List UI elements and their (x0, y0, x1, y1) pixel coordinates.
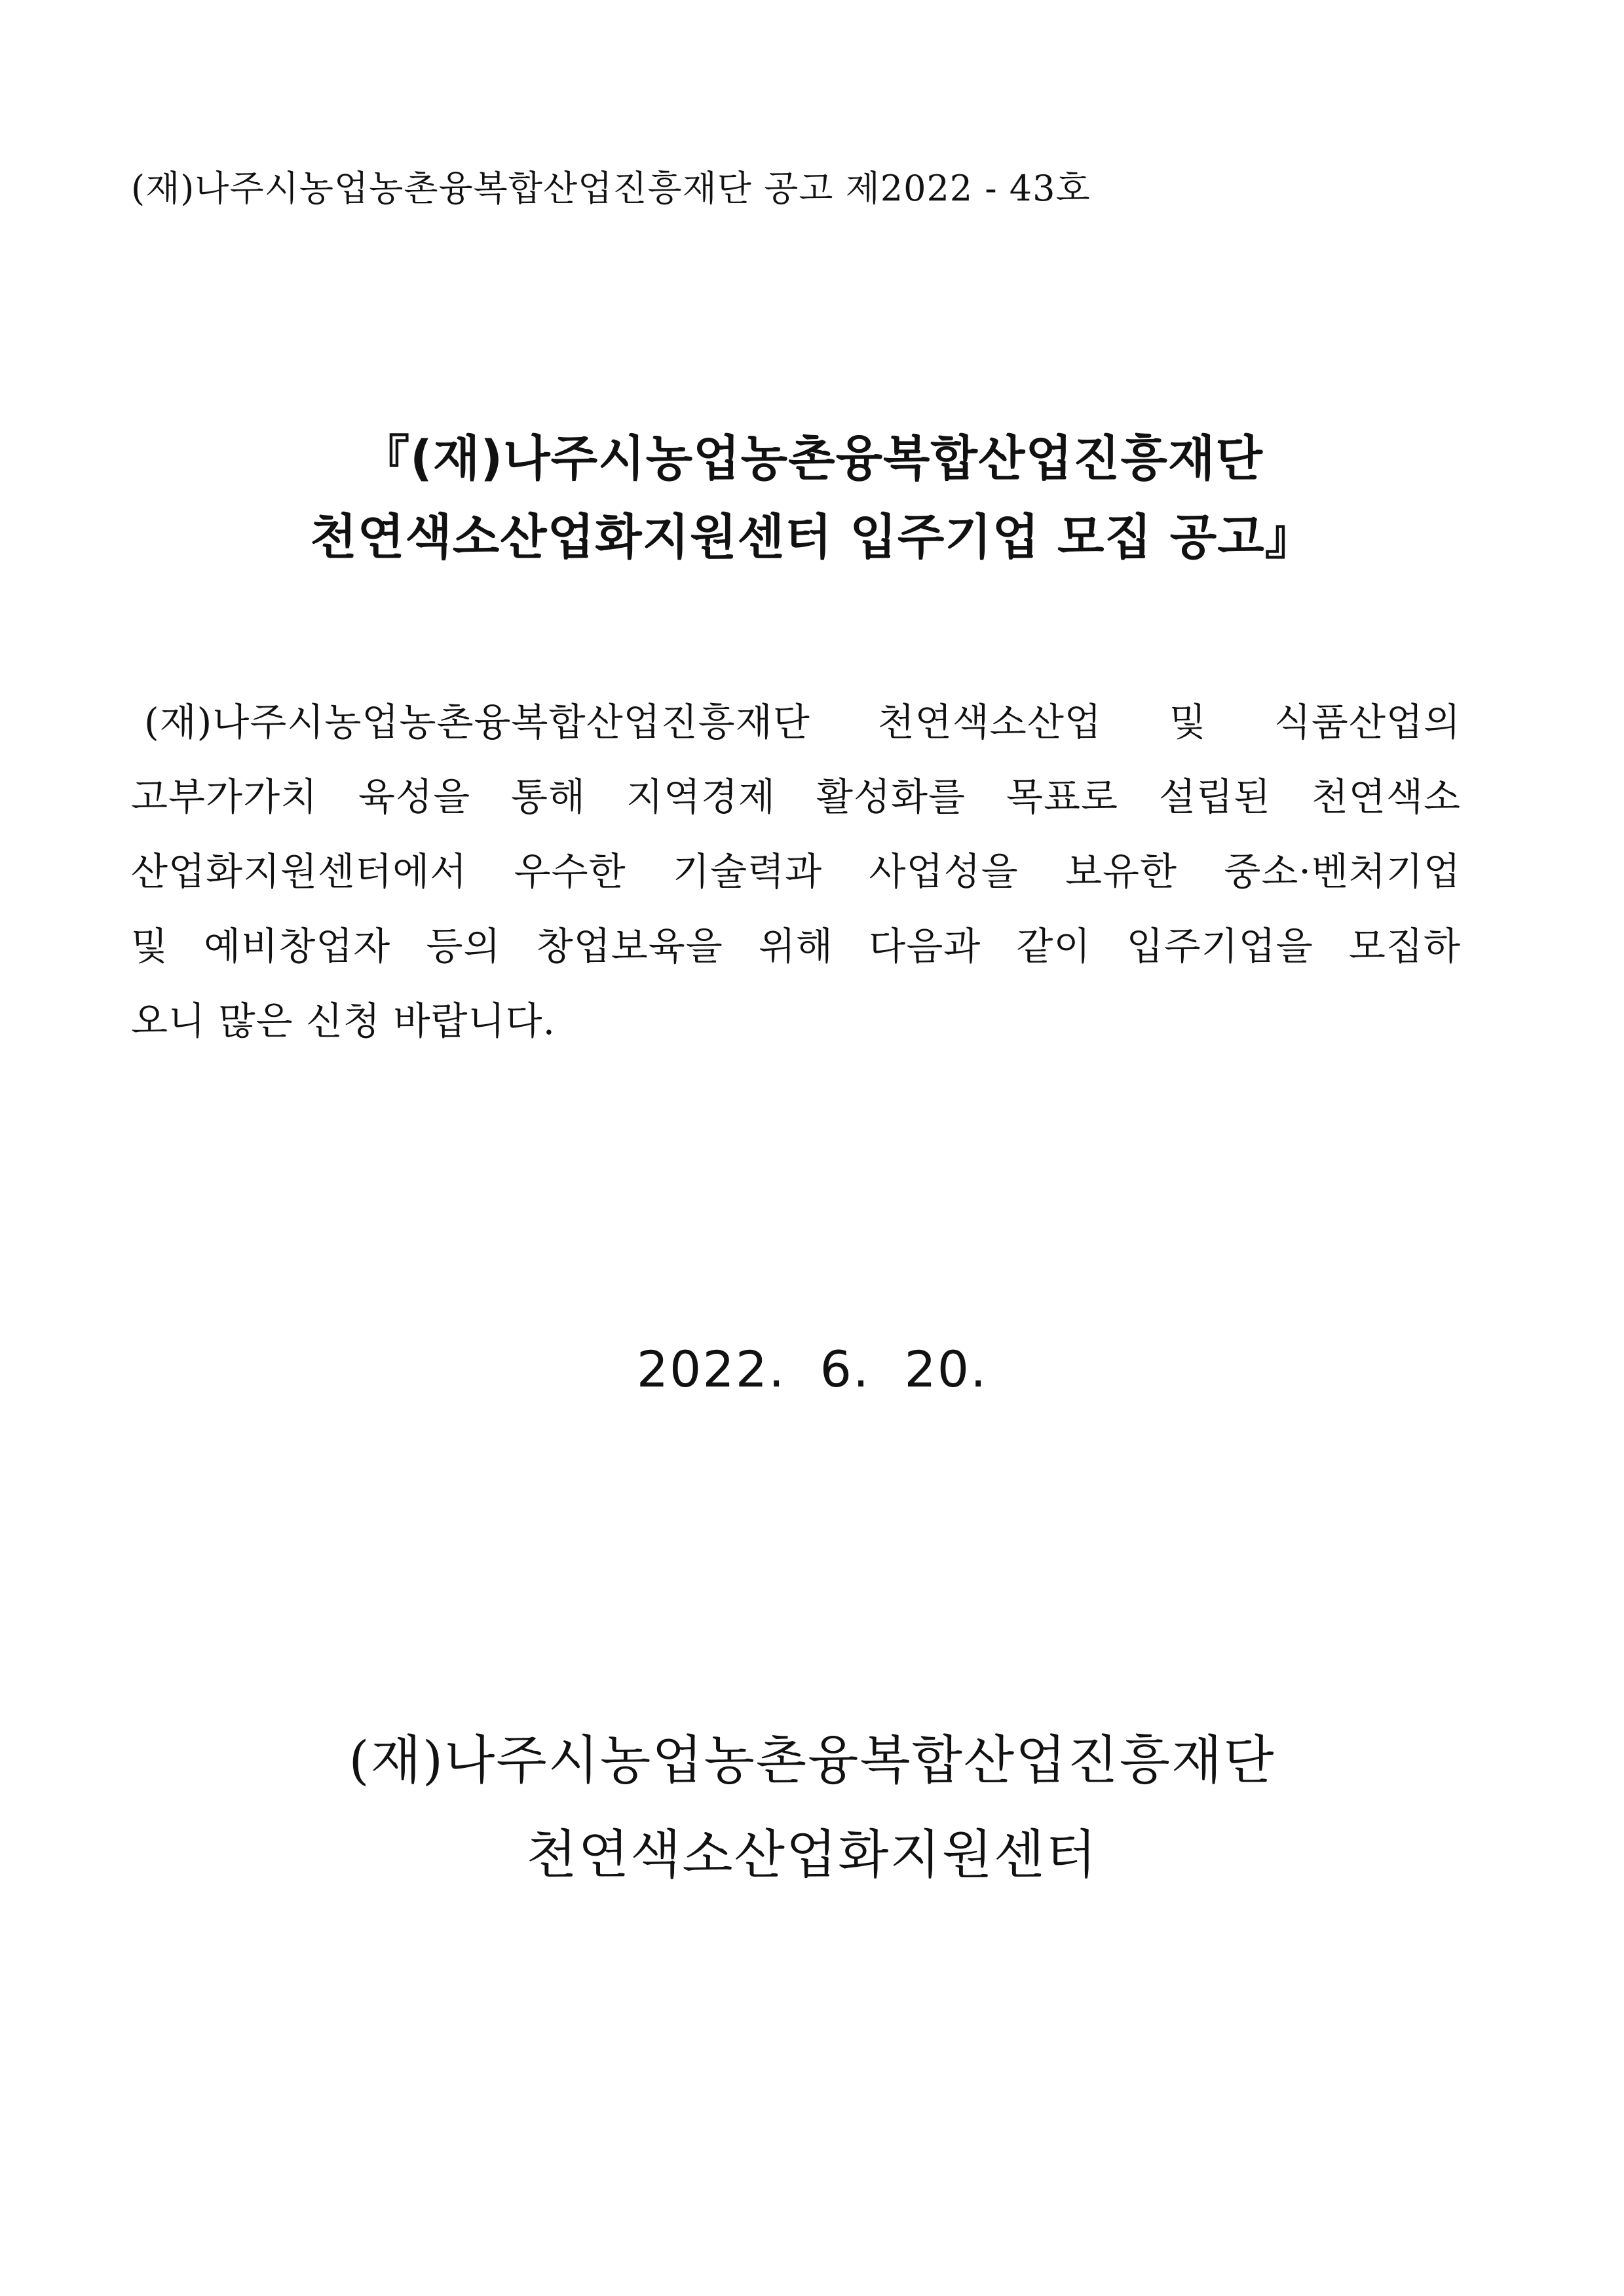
body-line: (재)나주시농업농촌융복합산업진흥재단 천연색소산업 및 식품산업의 (144, 700, 1461, 744)
body-line: 및 예비창업자 등의 창업보육을 위해 다음과 같이 입주기업을 모집하 (131, 924, 1461, 968)
issuer-center: 천연색소산업화지원센터 (526, 1824, 1098, 1885)
document-title (0, 419, 1624, 577)
announcement-date: 2022. 6. 20. (636, 1340, 988, 1398)
title-line-1: 『(재)나주시농업농촌융복합산업진흥재단 (361, 430, 1263, 487)
body-line: 산업화지원센터에서 우수한 기술력과 사업성을 보유한 중소·벤처기업 (131, 849, 1461, 894)
title-line-2: 천연색소산업화지원센터 입주기업 모집 공고』 (310, 509, 1314, 565)
announcement-body (131, 685, 1461, 1058)
body-line: 고부가가치 육성을 통해 지역경제 활성화를 목표로 설립된 천연색소 (131, 775, 1461, 819)
issuer-organization: (재)나주시농업농촌융복합산업진흥재단 (349, 1730, 1275, 1791)
notice-number: (재)나주시농업농촌융복합산업진흥재단 공고 제2022 - 43호 (131, 168, 1091, 209)
issuer-block (0, 1713, 1624, 1902)
body-line: 오니 많은 신청 바랍니다. (131, 999, 556, 1043)
